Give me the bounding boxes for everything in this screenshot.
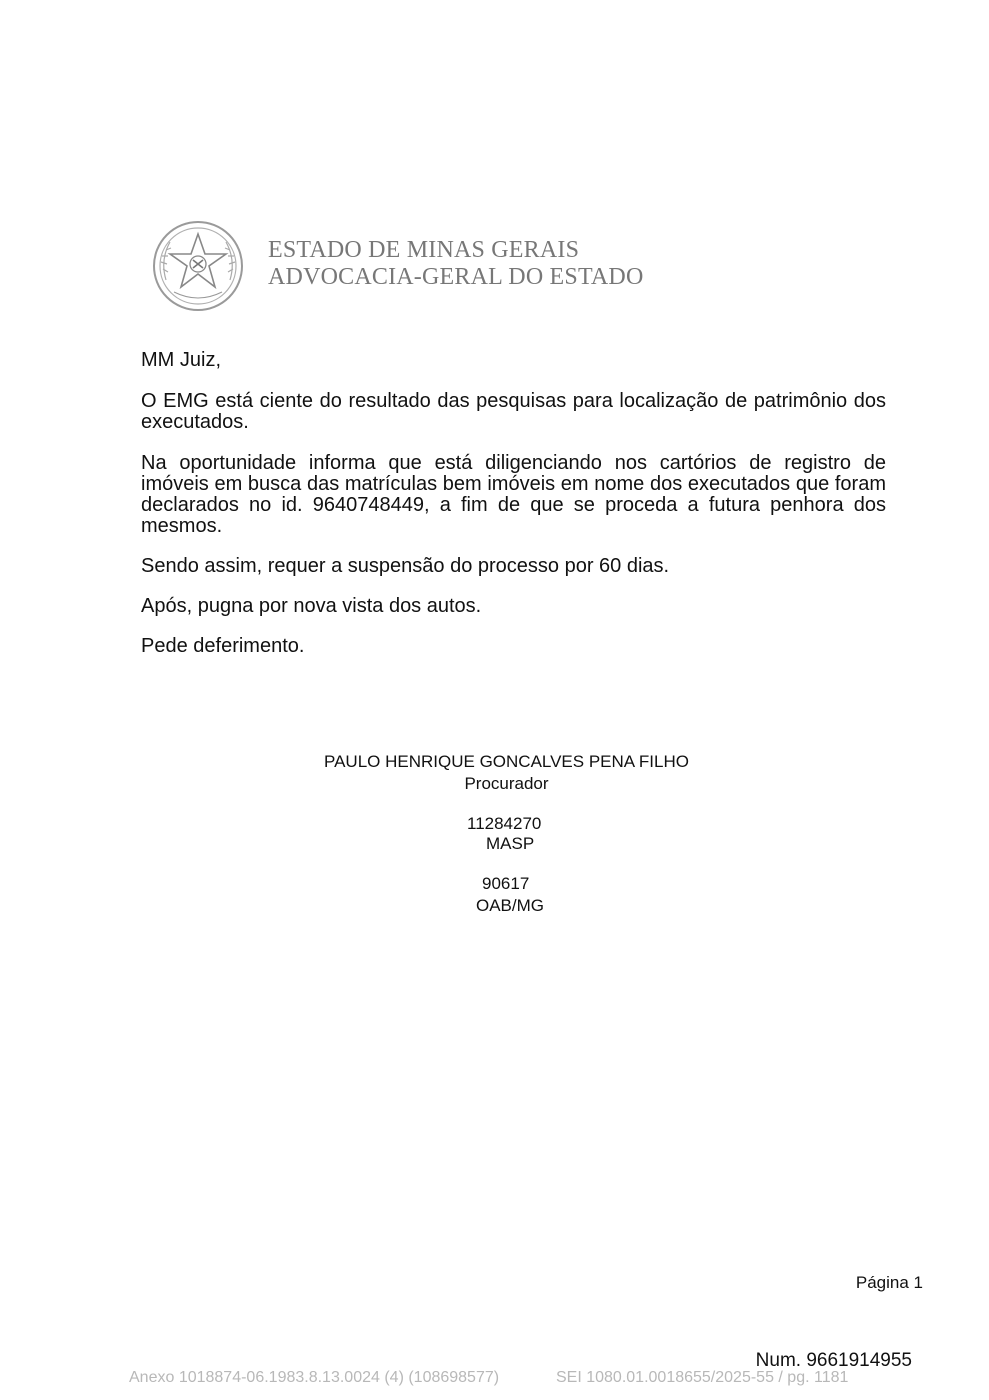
paragraph-2: Na oportunidade informa que está diligenciando nos cartórios de registro de imóveis em busca das matrículas bem imóveis em nome dos executados que foram declarados no id. 9640748449, a fim de que se proceda a futura penhora dos mesmos. [141, 452, 886, 537]
page-number: Página 1 [855, 1273, 923, 1292]
paragraph-1: O EMG está ciente do resultado das pesquisas para localização de patrimônio dos executados. [141, 390, 886, 433]
salutation: MM Juiz, [141, 349, 221, 371]
masp-number: 11284270 [467, 814, 542, 833]
header-agency-name: ADVOCACIA-GERAL DO ESTADO [268, 264, 644, 290]
state-seal-icon [152, 220, 244, 312]
paragraph-3: Sendo assim, requer a suspensão do processo por 60 dias. [141, 555, 670, 577]
header-state-name: ESTADO DE MINAS GERAIS [268, 237, 580, 263]
oab-number: 90617 [482, 874, 530, 893]
masp-label: MASP [486, 834, 535, 853]
paragraph-5: Pede deferimento. [141, 635, 305, 657]
footer-sei-reference: SEI 1080.01.0018655/2025-55 / pg. 1181 [556, 1369, 849, 1386]
signer-title: Procurador [464, 774, 549, 793]
footer-annex-reference: Anexo 1018874-06.1983.8.13.0024 (4) (108698577) [129, 1369, 500, 1386]
oab-label: OAB/MG [476, 896, 545, 915]
paragraph-4: Após, pugna por nova vista dos autos. [141, 595, 482, 617]
signer-name: PAULO HENRIQUE GONCALVES PENA FILHO [324, 752, 689, 771]
document-number: Num. 9661914955 [755, 1350, 912, 1371]
